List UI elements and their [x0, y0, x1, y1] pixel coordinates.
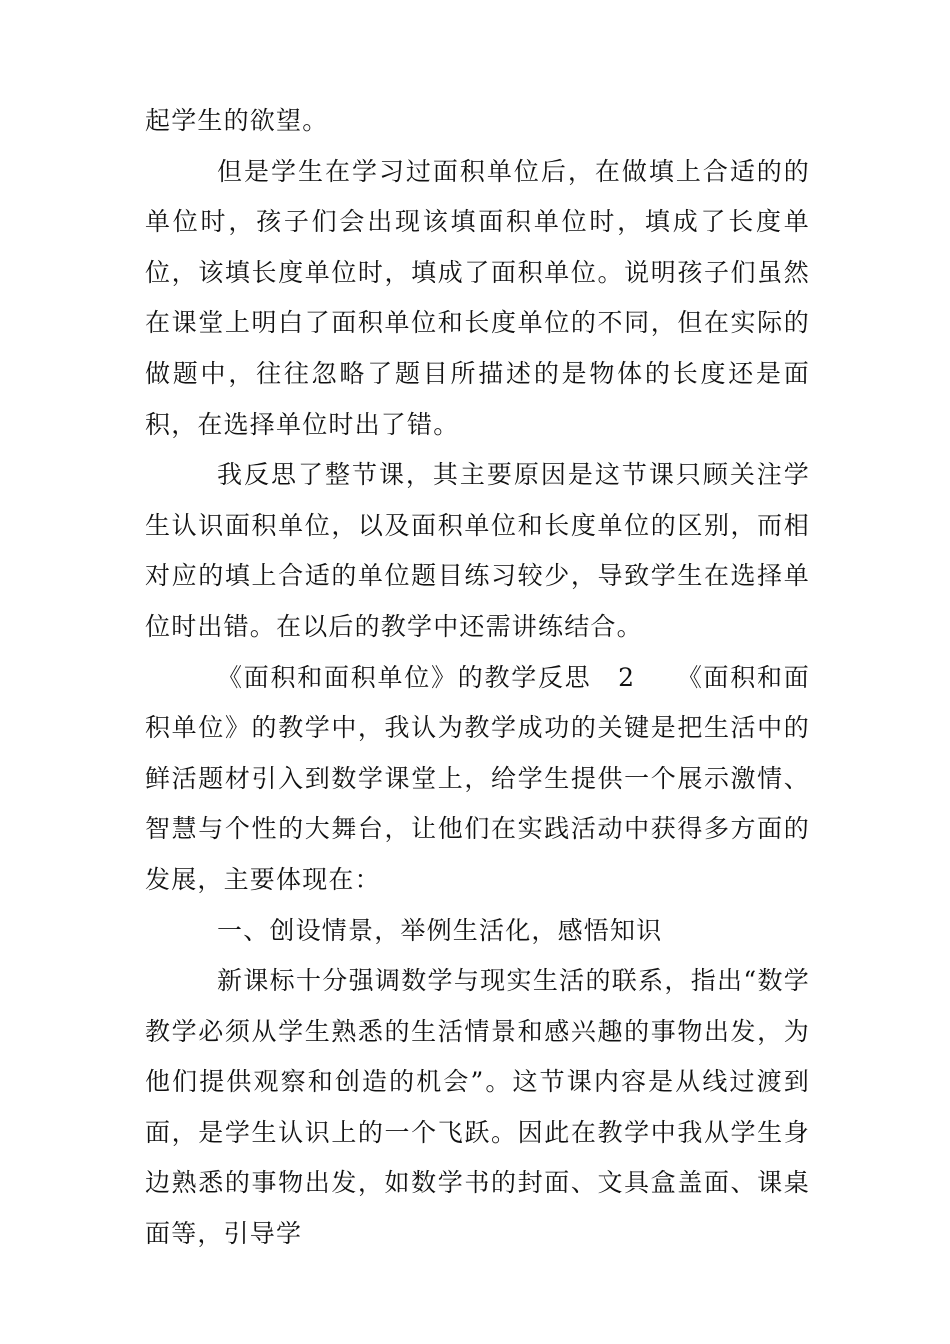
- document-body: [145, 96, 810, 1260]
- section-heading: 一、创设情景，举例生活化，感悟知识: [217, 915, 663, 945]
- paragraph-3: 我反思了整节课，其主要原因是这节课只顾关注学生认识面积单位，以及面积单位和长度单位的区别，而相对应的填上合适的单位题目练习较少，导致学生在选择单位时出错。在以后的教学中还需讲练结合。: [145, 460, 810, 641]
- paragraph-4: 《面积和面积单位》的教学反思 2 《面积和面积单位》的教学中，我认为教学成功的关键是把生活中的鲜活题材引入到数学课堂上，给学生提供一个展示激情、智慧与个性的大舞台，让他们在实践活动中获得多方面的发展，主要体现在：: [145, 662, 810, 894]
- paragraph-2: 但是学生在学习过面积单位后，在做填上合适的的单位时，孩子们会出现该填面积单位时，填成了长度单位，该填长度单位时，填成了面积单位。说明孩子们虽然在课堂上明白了面积单位和长度单位的不同，但在实际的做题中，往往忽略了题目所描述的是物体的长度还是面积，在选择单位时出了错。: [145, 156, 810, 439]
- paragraph-5: 新课标十分强调数学与现实生活的联系，指出“数学教学必须从学生熟悉的生活情景和感兴趣的事物出发，为他们提供观察和创造的机会”。这节课内容是从线过渡到面，是学生认识上的一个飞跃。因此在教学中我从学生身边熟悉的事物出发，如数学书的封面、文具盒盖面、课桌面等，引导学: [145, 966, 810, 1249]
- paragraph-1: 起学生的欲望。: [145, 106, 329, 135]
